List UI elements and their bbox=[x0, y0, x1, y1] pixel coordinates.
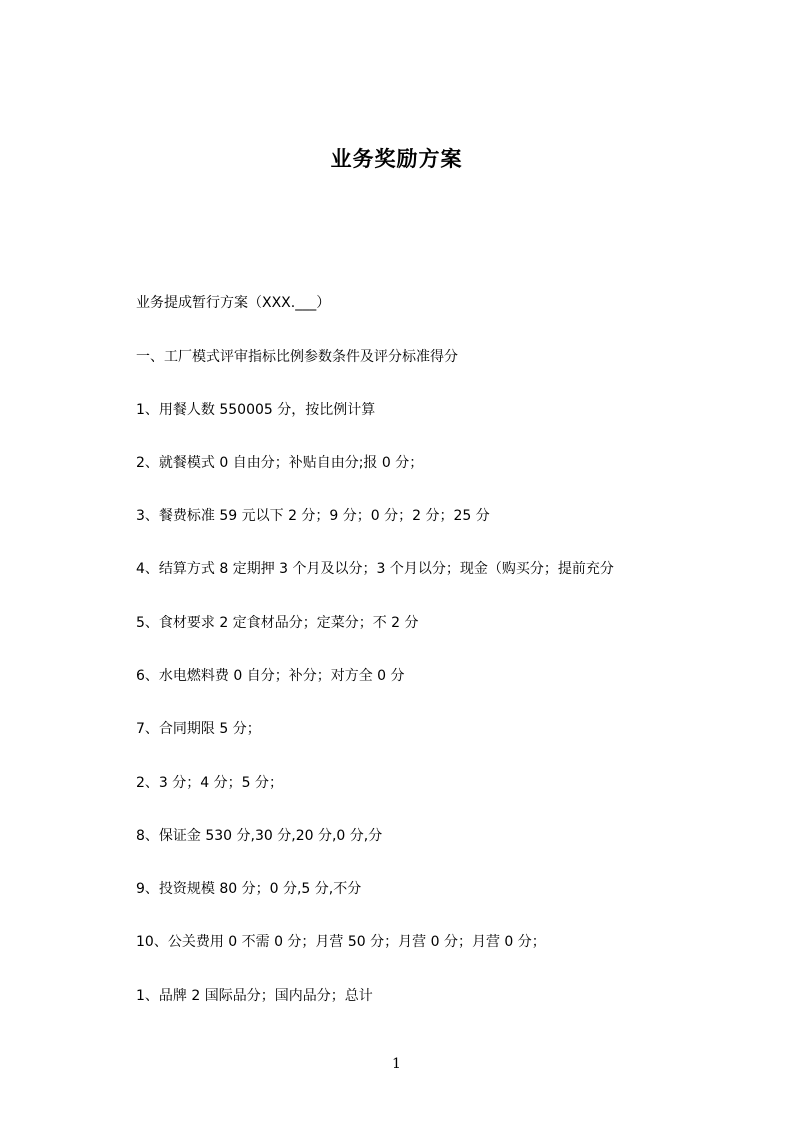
paragraph-item: 2、就餐模式 0 自由分；补贴自由分;报 0 分； bbox=[136, 455, 424, 471]
paragraph-item: 8、保证金 530 分,30 分,20 分,0 分,分 bbox=[136, 828, 383, 844]
page-number: 1 bbox=[392, 1056, 401, 1072]
paragraph-item: 7、合同期限 5 分； bbox=[136, 721, 261, 737]
paragraph-plan-heading: 业务提成暂行方案（XXX.___） bbox=[136, 295, 331, 311]
paragraph-item: 10、公关费用 0 不需 0 分；月营 50 分；月营 0 分；月营 0 分； bbox=[136, 934, 546, 950]
paragraph-item: 3、餐费标准 59 元以下 2 分；9 分；0 分；2 分；25 分 bbox=[136, 508, 490, 524]
paragraph-item: 1、品牌 2 国际品分；国内品分；总计 bbox=[136, 988, 373, 1004]
paragraph-item: 5、食材要求 2 定食材品分；定菜分；不 2 分 bbox=[136, 615, 419, 631]
paragraph-item: 2、3 分；4 分；5 分； bbox=[136, 775, 283, 791]
document-title: 业务奖励方案 bbox=[330, 147, 463, 171]
paragraph-item: 1、用餐人数 550005 分，按比例计算 bbox=[136, 402, 376, 418]
paragraph-section-heading: 一、工厂模式评审指标比例参数条件及评分标准得分 bbox=[136, 349, 458, 365]
paragraph-item: 6、水电燃料费 0 自分；补分；对方全 0 分 bbox=[136, 668, 405, 684]
paragraph-item: 4、结算方式 8 定期押 3 个月及以分；3 个月以分；现金（购买分；提前充分 bbox=[136, 561, 614, 577]
paragraph-item: 9、投资规模 80 分；0 分,5 分,不分 bbox=[136, 881, 362, 897]
